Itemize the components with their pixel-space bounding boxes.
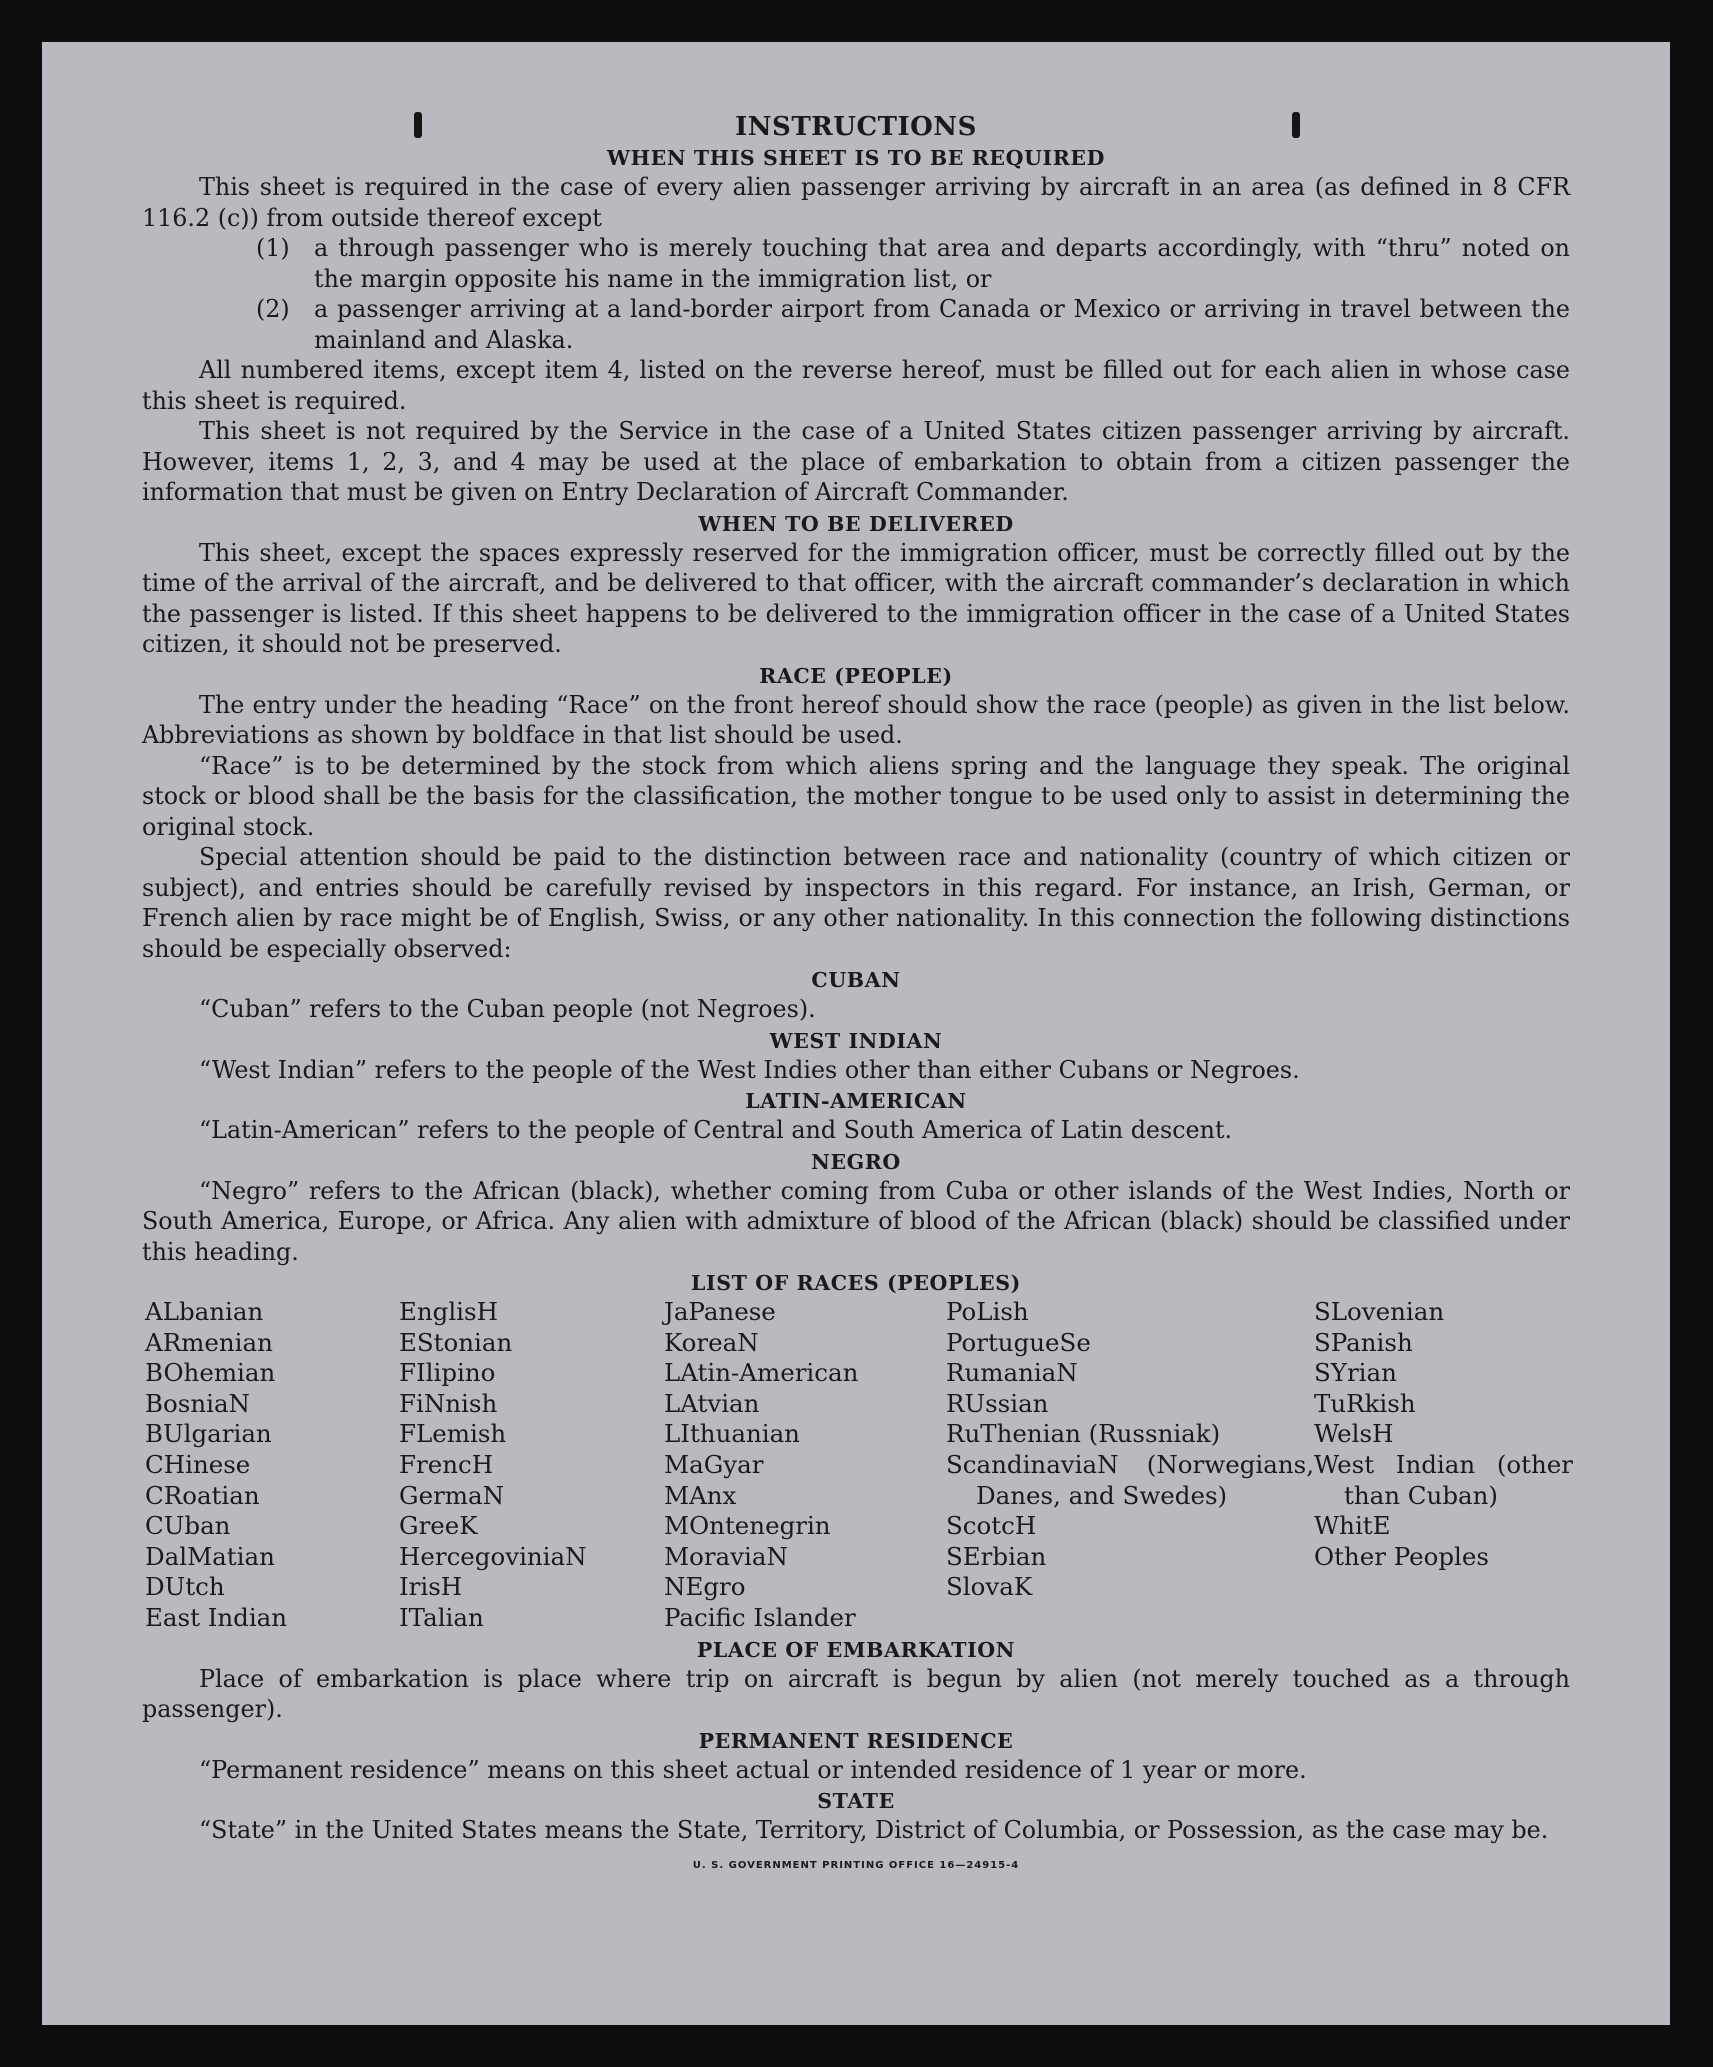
race-entry: NEgro xyxy=(664,1572,746,1602)
race-entry: EnglisH xyxy=(399,1297,498,1326)
race-entry: TuRkish xyxy=(1314,1388,1416,1418)
race-entry: Other Peoples xyxy=(1314,1541,1489,1571)
race-entry: SErbian xyxy=(946,1541,1047,1571)
race-entry: ARmenian xyxy=(145,1327,273,1357)
exception-item-1-text: a through passenger who is merely touching that area and departs accordingly, with “thru” noted on the margin opposite his name in the immigration list, or xyxy=(314,234,1570,293)
race-paragraph-1: The entry under the heading “Race” on the front hereof should show the race (people) as given in the list below. Abbreviations as shown by boldface in that list should be used. xyxy=(142,690,1570,749)
exception-item-1 xyxy=(142,233,1570,294)
race-entry: WelsH xyxy=(1314,1419,1394,1449)
race-entry: CHinese xyxy=(145,1449,251,1479)
race-entry: CUban xyxy=(145,1511,231,1541)
heading-residence: PERMANENT RESIDENCE xyxy=(698,1728,1014,1753)
latin-american-paragraph: “Latin-American” refers to the people of Central and South America of Latin descent. xyxy=(199,1116,1233,1144)
required-paragraph-1: This sheet is required in the case of every alien passenger arriving by aircraft in an area (as defined in 8 CFR 116.2 (c)) from outside thereof except xyxy=(142,173,1570,232)
residence-paragraph: “Permanent residence” means on this sheet actual or intended residence of 1 year or more. xyxy=(199,1755,1307,1784)
exception-item-2-text: a passenger arriving at a land-border airport from Canada or Mexico or arriving in travel between the mainland and Alaska. xyxy=(314,295,1570,354)
race-paragraph-2: “Race” is to be determined by the stock from which aliens spring and the language they speak. The original stock or blood shall be the basis for the classification, the mother tongue to be used only to assist in determining the original stock. xyxy=(142,751,1570,841)
race-entry: HercegoviniaN xyxy=(399,1541,587,1571)
races-column-5 xyxy=(1314,1297,1573,1634)
heading-west-indian: WEST INDIAN xyxy=(769,1028,943,1053)
exception-item-2 xyxy=(142,294,1570,355)
race-entry: JaPanese xyxy=(664,1297,776,1326)
races-column-1 xyxy=(145,1297,399,1634)
punch-mark-right xyxy=(1292,112,1300,138)
race-entry: EStonian xyxy=(399,1327,513,1357)
required-paragraph-2: All numbered items, except item 4, listed on the reverse hereof, must be filled out for each alien in whose case this sheet is required. xyxy=(142,356,1570,415)
heading-cuban: CUBAN xyxy=(811,968,901,992)
instruction-sheet xyxy=(42,42,1670,2025)
state-paragraph: “State” in the United States means the State, Territory, District of Columbia, or Possession, as the case may be. xyxy=(199,1816,1549,1845)
race-entry: IrisH xyxy=(399,1572,463,1602)
race-entry: WhitE xyxy=(1314,1511,1391,1541)
heading-state: STATE xyxy=(817,1789,895,1814)
race-entry: FLemish xyxy=(399,1419,507,1449)
race-entry: DalMatian xyxy=(145,1541,275,1571)
race-entry: FrencH xyxy=(399,1449,494,1479)
heading-embarkation: PLACE OF EMBARKATION xyxy=(696,1637,1016,1662)
race-entry: ITalian xyxy=(399,1602,484,1632)
race-entry: BosniaN xyxy=(145,1388,250,1418)
race-entry: RUssian xyxy=(946,1388,1049,1418)
race-entry: DUtch xyxy=(145,1572,225,1602)
race-entry: MaGyar xyxy=(664,1449,764,1479)
punch-mark-left xyxy=(414,112,422,138)
heading-races-list: LIST OF RACES (PEOPLES) xyxy=(691,1271,1021,1295)
embarkation-paragraph: Place of embarkation is place where trip on aircraft is begun by alien (not merely touched as a through passenger). xyxy=(142,1664,1570,1724)
exception-item-1-number: (1) xyxy=(256,234,290,262)
race-entry: ScandinaviaN (Norwegians, Danes, and Swedes) xyxy=(946,1449,1314,1510)
race-entry: MoraviaN xyxy=(664,1541,788,1571)
race-entry: PortugueSe xyxy=(946,1327,1091,1357)
race-entry: Pacific Islander xyxy=(664,1602,856,1632)
exception-item-2-number: (2) xyxy=(256,295,290,323)
required-paragraph-3: This sheet is not required by the Service in the case of a United States citizen passenger arriving by aircraft. However, items 1, 2, 3, and 4 may be used at the place of embarkation to obtain from a citizen passenger the information that must be given on Entry Declaration of Aircraft Commander. xyxy=(142,417,1570,506)
race-entry: West Indian (other than Cuban) xyxy=(1314,1449,1573,1510)
printing-office-footer: U. S. GOVERNMENT PRINTING OFFICE 16—24915-4 xyxy=(692,1859,1020,1871)
races-column-4 xyxy=(946,1297,1314,1634)
west-indian-paragraph: “West Indian” refers to the people of the West Indies other than either Cubans or Negroes. xyxy=(199,1055,1300,1084)
race-entry: LIthuanian xyxy=(664,1419,800,1449)
race-entry: MOntenegrin xyxy=(664,1511,831,1541)
race-entry: BOhemian xyxy=(145,1358,276,1388)
race-entry: LAtvian xyxy=(664,1388,760,1418)
race-entry: SLovenian xyxy=(1314,1297,1445,1326)
race-entry: SlovaK xyxy=(946,1572,1033,1602)
cuban-paragraph: “Cuban” refers to the Cuban people (not Negroes). xyxy=(199,995,816,1023)
races-list xyxy=(145,1297,1573,1634)
heading-delivered: WHEN TO BE DELIVERED xyxy=(698,511,1014,536)
race-entry: ALbanian xyxy=(145,1297,264,1326)
race-entry: ScotcH xyxy=(946,1511,1037,1541)
page-title: INSTRUCTIONS xyxy=(735,112,977,142)
race-entry: SPanish xyxy=(1314,1327,1413,1357)
race-entry: FIlipino xyxy=(399,1358,496,1388)
race-entry: MAnx xyxy=(664,1480,737,1510)
race-entry: SYrian xyxy=(1314,1358,1397,1388)
heading-negro: NEGRO xyxy=(811,1149,901,1174)
race-entry: RuThenian (Russniak) xyxy=(946,1419,1221,1449)
race-entry: FiNnish xyxy=(399,1388,498,1418)
race-entry: GermaN xyxy=(399,1480,505,1510)
heading-required: WHEN THIS SHEET IS TO BE REQUIRED xyxy=(607,146,1105,170)
negro-paragraph: “Negro” refers to the African (black), whether coming from Cuba or other islands of the West Indies, North or South America, Europe, or Africa. Any alien with admixture of blood of the African (black) should be classified under this heading. xyxy=(142,1176,1570,1266)
race-entry: GreeK xyxy=(399,1511,478,1541)
race-entry: KoreaN xyxy=(664,1327,759,1357)
races-column-3 xyxy=(664,1297,946,1634)
race-entry: PoLish xyxy=(946,1297,1029,1326)
race-entry: LAtin-American xyxy=(664,1358,859,1388)
race-entry: BUlgarian xyxy=(145,1419,272,1449)
heading-race: RACE (PEOPLE) xyxy=(759,663,953,688)
races-column-2 xyxy=(399,1297,664,1634)
race-paragraph-3: Special attention should be paid to the distinction between race and nationality (country of which citizen or subject), and entries should be carefully revised by inspectors in this regard. For instance, an Irish, German, or French alien by race might be of English, Swiss, or any other nationality. In this connection the following distinctions should be especially observed: xyxy=(142,843,1570,963)
race-entry: CRoatian xyxy=(145,1480,260,1510)
race-entry: RumaniaN xyxy=(946,1358,1078,1388)
heading-latin-american: LATIN-AMERICAN xyxy=(745,1089,967,1113)
race-entry: East Indian xyxy=(145,1602,288,1632)
delivered-paragraph: This sheet, except the spaces expressly reserved for the immigration officer, must be correctly filled out by the time of the arrival of the aircraft, and be delivered to that officer, with the aircraft commander’s declaration in which the passenger is listed. If this sheet happens to be delivered to the immigration officer in the case of a United States citizen, it should not be preserved. xyxy=(142,538,1570,658)
